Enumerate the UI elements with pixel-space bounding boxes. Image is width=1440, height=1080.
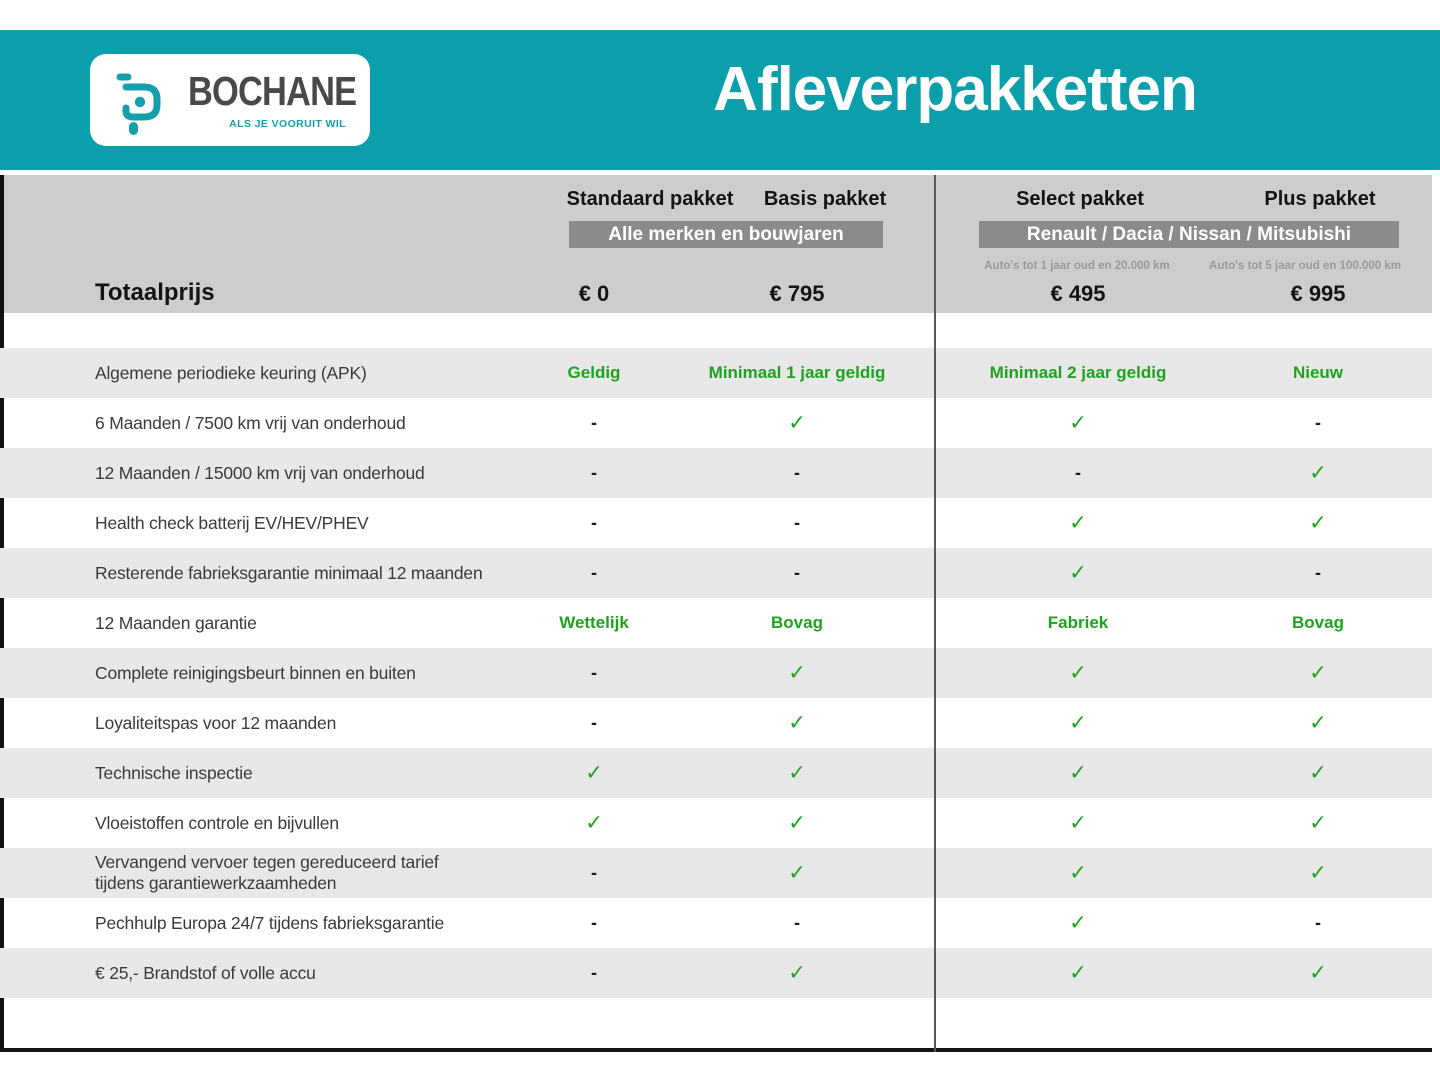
check-icon: ✓ [1069,961,1087,985]
price-select: € 495 [1050,281,1106,306]
value-text: Nieuw [1292,363,1344,382]
table-row [0,748,1432,798]
bottom-empty-row [0,998,1432,1048]
check-icon: ✓ [1309,711,1327,735]
table-row [0,348,1432,398]
check-icon: ✓ [1069,911,1087,935]
table-row [0,398,1432,448]
value-text: Bovag [1292,613,1344,632]
check-icon: ✓ [1069,761,1087,785]
dash-mark: - [591,462,597,483]
logo-brand-text: BOCHANE [188,68,357,114]
column-title-standaard: Standaard pakket [566,188,734,210]
dash-mark: - [1075,462,1081,483]
table-row [0,498,1432,548]
dash-mark: - [591,662,597,683]
table-row [0,598,1432,648]
check-icon: ✓ [1309,861,1327,885]
feature-label: Algemene periodieke keuring (APK) [95,362,367,383]
check-icon: ✓ [788,411,806,435]
check-icon: ✓ [788,661,806,685]
check-icon: ✓ [1309,461,1327,485]
value-text: Geldig [567,363,621,382]
check-icon: ✓ [788,761,806,785]
dash-mark: - [591,962,597,983]
badge-note-select: Auto's tot 1 jaar oud en 20.000 km [984,260,1170,272]
column-title-plus: Plus pakket [1264,188,1376,210]
dash-mark: - [794,912,800,933]
page-title: Afleverpakketten [713,55,1197,124]
dash-mark: - [1315,912,1321,933]
value-text: Minimaal 1 jaar geldig [708,363,886,382]
dash-mark: - [1315,412,1321,433]
feature-label: Pechhulp Europa 24/7 tijdens fabrieksgarantie [95,912,445,933]
check-icon: ✓ [788,861,806,885]
check-icon: ✓ [788,961,806,985]
check-icon: ✓ [1069,511,1087,535]
check-icon: ✓ [1309,811,1327,835]
feature-label: € 25,- Brandstof of volle accu [95,962,316,983]
column-title-select: Select pakket [1016,188,1144,210]
price-plus: € 995 [1290,281,1346,306]
check-icon: ✓ [1069,861,1087,885]
group-badge-brands: Renault / Dacia / Nissan / Mitsubishi [979,221,1399,248]
table-row [0,548,1432,598]
table-row [0,848,1432,898]
value-text: Bovag [771,613,823,632]
check-icon: ✓ [788,711,806,735]
check-icon: ✓ [1069,711,1087,735]
bochane-car-icon [116,65,168,140]
feature-label: Resterende fabrieksgarantie minimaal 12 maanden [95,562,483,583]
dash-mark: - [794,512,800,533]
check-icon: ✓ [1069,561,1087,585]
left-border [0,998,4,1048]
feature-label: Health check batterij EV/HEV/PHEV [95,512,369,533]
left-border [0,175,4,313]
feature-label: 6 Maanden / 7500 km vrij van onderhoud [95,412,406,433]
dash-mark: - [591,512,597,533]
table-row [0,448,1432,498]
check-icon: ✓ [585,761,603,785]
column-title-basis: Basis pakket [763,188,887,210]
price-basis: € 795 [769,281,825,306]
left-border [0,313,4,348]
group-divider-line [934,175,936,1052]
check-icon: ✓ [1309,661,1327,685]
spacer-row [0,313,1432,348]
dash-mark: - [591,412,597,433]
feature-label: Vervangend vervoer tegen gereduceerd tarief tijdens garantiewerkzaamheden [95,852,439,893]
check-icon: ✓ [1069,811,1087,835]
check-icon: ✓ [1309,961,1327,985]
dash-mark: - [794,462,800,483]
header-bar [0,30,1440,170]
bochane-logo [90,54,370,146]
feature-rows [0,348,1432,998]
check-icon: ✓ [1069,411,1087,435]
value-text: Wettelijk [559,613,629,632]
feature-label: Vloeistoffen controle en bijvullen [95,812,339,833]
table-row [0,698,1432,748]
check-icon: ✓ [788,811,806,835]
total-price-label: Totaalprijs [95,279,215,306]
feature-label: 12 Maanden garantie [95,612,257,633]
feature-label: Complete reinigingsbeurt binnen en buiten [95,662,416,683]
dash-mark: - [591,862,597,883]
table-row [0,948,1432,998]
feature-label: Loyaliteitspas voor 12 maanden [95,712,337,733]
value-text: Fabriek [1047,613,1109,632]
feature-label: 12 Maanden / 15000 km vrij van onderhoud [95,462,425,483]
table-row [0,898,1432,948]
dash-mark: - [591,712,597,733]
price-standaard: € 0 [578,281,610,306]
badge-note-plus: Auto's tot 5 jaar oud en 100.000 km [1209,260,1401,272]
check-icon: ✓ [585,811,603,835]
dash-mark: - [1315,562,1321,583]
feature-label: Technische inspectie [95,762,253,783]
bottom-border [0,1048,1432,1052]
check-icon: ✓ [1309,511,1327,535]
check-icon: ✓ [1309,761,1327,785]
group-badge-all-brands: Alle merken en bouwjaren [569,221,883,248]
dash-mark: - [591,912,597,933]
packages-header [0,175,1432,313]
dash-mark: - [591,562,597,583]
table-row [0,648,1432,698]
check-icon: ✓ [1069,661,1087,685]
dash-mark: - [794,562,800,583]
value-text: Minimaal 2 jaar geldig [989,363,1167,382]
table-row [0,798,1432,848]
logo-tagline: ALS JE VOORUIT WIL [229,118,346,130]
